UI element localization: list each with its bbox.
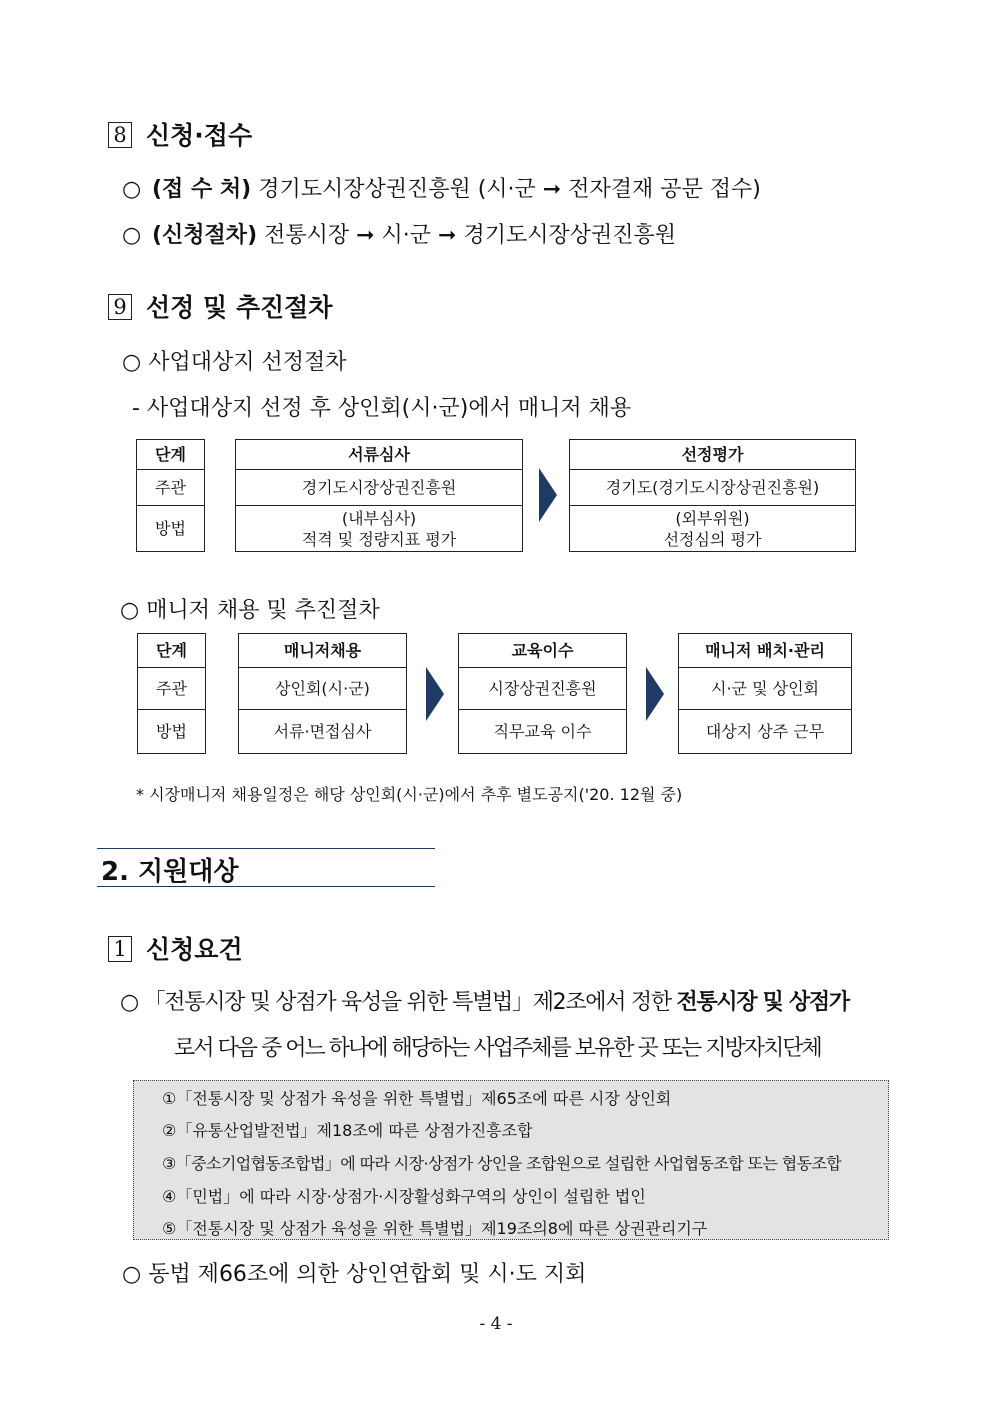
- list-item: ⑤「전통시장 및 상점가 육성을 위한 특별법」제19조의8에 따른 상권관리기구: [162, 1219, 708, 1238]
- requirement-text: ○ 「전통시장 및 상점가 육성을 위한 특별법」제2조에서 정한: [120, 990, 677, 1015]
- step-method: 대상지 상주 근무: [679, 710, 852, 754]
- step-org: 상인회(시·군): [239, 668, 407, 710]
- step-header: 선정평가: [570, 440, 856, 470]
- selection-procedure-dash: - 사업대상지 선정 후 상인회(시·군)에서 매니저 채용: [132, 396, 632, 421]
- step-method: 서류·면접심사: [239, 710, 407, 754]
- flow-arrow-icon: [426, 667, 444, 721]
- manager-procedure-bullet: ○ 매니저 채용 및 추진절차: [120, 598, 380, 623]
- manager-flow-table: [137, 633, 852, 754]
- step-method: [236, 506, 523, 552]
- line-label: (접 수 처): [152, 177, 252, 202]
- association-bullet: ○ 동법 제66조에 의한 상인연합회 및 시·도 지회: [122, 1262, 587, 1287]
- step-org: 시장상권진흥원: [459, 668, 627, 710]
- row-label-method: 방법: [137, 506, 205, 552]
- apply-receipt-line: [122, 172, 761, 203]
- step-method: 직무교육 이수: [459, 710, 627, 754]
- step-org: 경기도(경기도시장상권진흥원): [570, 470, 856, 506]
- eligible-entities-box: [133, 1080, 889, 1240]
- row-label-stage: 단계: [137, 440, 205, 470]
- method-line: 선정심의 평가: [663, 529, 762, 549]
- line-label: (신청절차): [152, 223, 258, 248]
- requirement-continuation: 로서 다음 중 어느 하나에 해당하는 사업주체를 보유한 곳 또는 지방자치단체: [174, 1036, 821, 1061]
- chapter-divider-bottom: [97, 886, 435, 887]
- chapter-divider-top: [97, 848, 435, 849]
- section-title: 신청·접수: [146, 121, 253, 150]
- step-org: 시·군 및 상인회: [679, 668, 852, 710]
- method-line: 적격 및 정량지표 평가: [301, 529, 457, 549]
- step-header: 매니저채용: [239, 634, 407, 668]
- step-header: 매니저 배치·관리: [679, 634, 852, 668]
- step-method: [570, 506, 856, 552]
- section-number-box: 1: [108, 936, 132, 962]
- section-8-heading: [108, 116, 252, 152]
- line-text: 경기도시장상권진흥원 (시·군 ➞ 전자결재 공문 접수): [258, 177, 761, 202]
- chapter-title: 2. 지원대상: [101, 857, 239, 887]
- method-line: (내부심사): [341, 508, 417, 528]
- selection-flow-table: [136, 439, 856, 552]
- row-label-stage: 단계: [138, 634, 206, 668]
- section-9-heading: [108, 288, 332, 324]
- list-item: ②「유통산업발전법」제18조에 따른 상점가진흥조합: [162, 1121, 533, 1140]
- line-text: 전통시장 ➞ 시·군 ➞ 경기도시장상권진흥원: [264, 223, 676, 248]
- row-label-method: 방법: [138, 710, 206, 754]
- schedule-note: * 시장매니저 채용일정은 해당 상인회(시·군)에서 추후 별도공지('20. 12월 중): [136, 785, 683, 804]
- flow-arrow-icon: [646, 667, 664, 721]
- section-title: 신청요건: [146, 935, 243, 964]
- apply-procedure-line: [122, 218, 676, 249]
- section-title: 선정 및 추진절차: [146, 293, 333, 322]
- section-1-heading: [108, 930, 243, 966]
- step-org: 경기도시장상권진흥원: [236, 470, 523, 506]
- list-item: ①「전통시장 및 상점가 육성을 위한 특별법」제65조에 따른 시장 상인회: [162, 1089, 672, 1108]
- row-label-org: 주관: [137, 470, 205, 506]
- page-number: - 4 -: [479, 1314, 513, 1334]
- circle-bullet: ○: [122, 177, 142, 202]
- circle-bullet: ○: [122, 223, 142, 248]
- selection-procedure-bullet: ○ 사업대상지 선정절차: [122, 350, 347, 375]
- section-number-box: 9: [108, 294, 132, 320]
- step-header: 서류심사: [236, 440, 523, 470]
- section-number-box: 8: [108, 122, 132, 148]
- requirement-bullet: [120, 985, 849, 1016]
- list-item: ④「민법」에 따라 시장·상점가·시장활성화구역의 상인이 설립한 법인: [162, 1187, 646, 1206]
- flow-arrow-icon: [539, 468, 557, 522]
- step-header: 교육이수: [459, 634, 627, 668]
- requirement-emphasis: 전통시장 및 상점가: [676, 990, 849, 1015]
- method-line: (외부위원): [675, 508, 750, 528]
- row-label-org: 주관: [138, 668, 206, 710]
- list-item: ③「중소기업협동조합법」에 따라 시장·상점가 상인을 조합원으로 설립한 사업협동조합 또는 협동조합: [162, 1154, 842, 1173]
